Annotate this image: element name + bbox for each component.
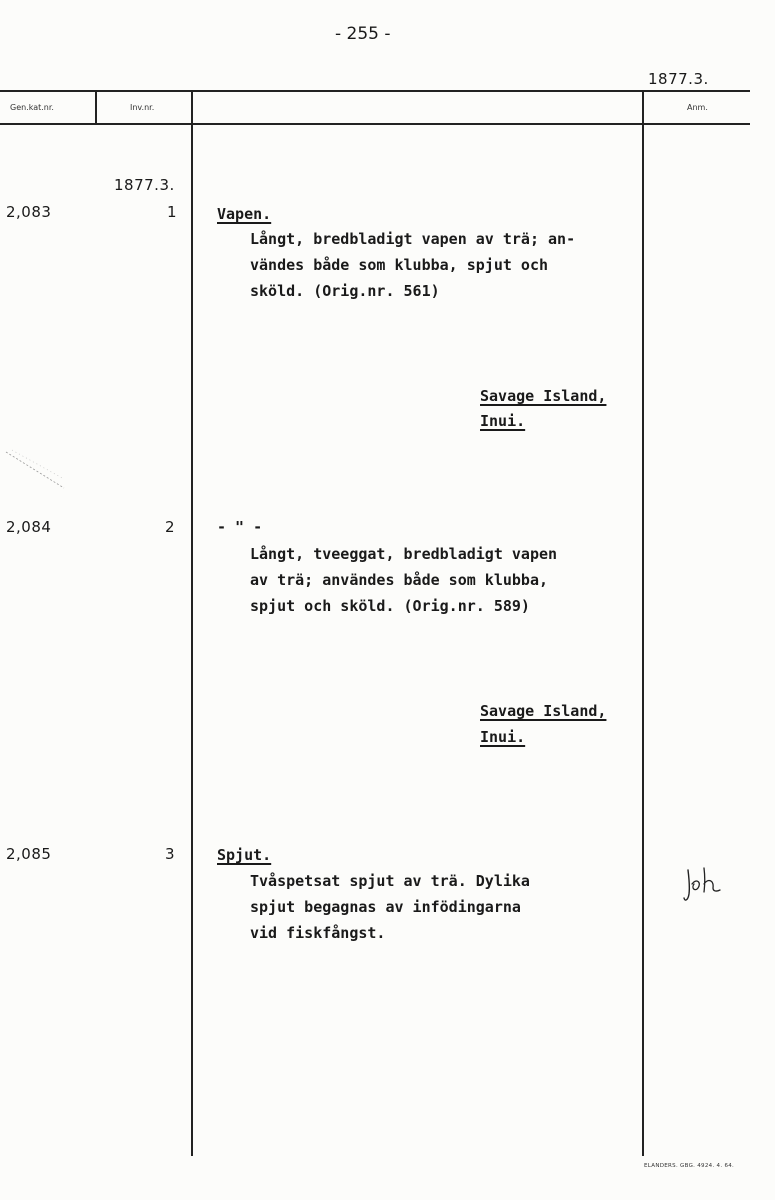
inv-nr: 1 [167,203,178,221]
entry-line: av trä; användes både som klubba, [250,571,549,589]
column-header-gen-kat-nr: Gen.kat.nr. [10,103,54,112]
column-header-anm: Anm. [687,103,708,112]
kat-nr: 2,085 [6,845,52,863]
inv-nr: 3 [165,845,176,863]
header-bottom-rule [0,123,750,125]
entry-people: Inui. [480,728,526,746]
entry-line: spjut och sköld. (Orig.nr. 589) [250,597,530,615]
entry-place: Savage Island, [480,702,607,720]
entry-line: sköld. (Orig.nr. 561) [250,282,440,300]
printer-mark: ELANDERS. GBG. 4924. 4. 64. [644,1163,735,1169]
column-rule-3 [642,90,644,1156]
entry-line: Långt, tveeggat, bredbladigt vapen [250,545,558,563]
entry-people: Inui. [480,412,526,430]
column-header-inv-nr: Inv.nr. [130,103,155,112]
header-year: 1877.3. [648,70,709,88]
entry-heading: - " - [217,518,263,536]
page-number: - 255 - [335,24,391,44]
header-top-rule [0,90,750,92]
column-rule-1 [95,90,97,123]
entry-line: Långt, bredbladigt vapen av trä; an- [250,230,576,248]
kat-nr: 2,084 [6,518,52,536]
inv-nr: 2 [165,518,176,536]
entry-line: vändes både som klubba, spjut och [250,256,549,274]
entry-line: vid fiskfångst. [250,924,386,942]
entry-place: Savage Island, [480,387,607,405]
entry-line: spjut begagnas av infödingarna [250,898,521,916]
scan-mark [4,448,66,492]
kat-nr: 2,083 [6,203,52,221]
column-rule-2 [191,90,193,1156]
inv-year: 1877.3. [114,176,175,194]
entry-heading: Spjut. [217,846,272,864]
entry-line: Tvåspetsat spjut av trä. Dylika [250,872,530,890]
entry-heading: Vapen. [217,205,272,223]
handwritten-annotation-signature [680,862,728,908]
